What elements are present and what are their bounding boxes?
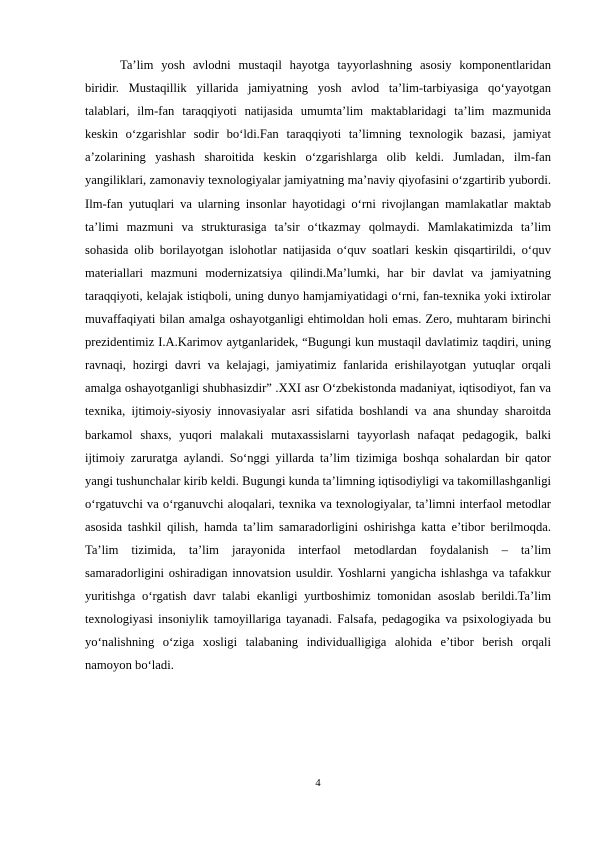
page-number: 4: [315, 778, 321, 789]
body-text: [85, 54, 551, 678]
paragraph: Ta’lim yosh avlodni mustaqil hayotga tayyorlashning asosiy komponentlaridan biridir. Mustaqillik yillarida jamiyatning yosh avlod ta’lim-tarbiyasiga qo‘yayotgan talablari, ilm-fan taraqqiyoti natijasida umumta’lim maktablaridagi ta’lim mazmunida keskin o‘zgarishlar sodir bo‘ldi.Fan taraqqiyoti ta’limning texnologik bazasi, jamiyat a’zolarining yashash sharoitida keskin o‘zgarishlarga olib keldi. Jumladan, ilm-fan yangiliklari, zamonaviy texnologiyalar jamiyatning ma’naviy qiyofasini o‘zgartirib yubordi. Ilm-fan yutuqlari va ularning insonlar hayotidagi o‘rni rivojlangan mamlakatlar maktab ta’limi mazmuni va strukturasiga ta’sir o‘tkazmay qolmaydi. Mamlakatimizda ta’lim sohasida olib borilayotgan islohotlar natijasida o‘quv soatlari keskin qisqartirildi, o‘quv materiallari mazmuni modernizatsiya qilindi.Ma’lumki, har bir davlat va jamiyatning taraqqiyoti, kelajak istiqboli, uning dunyo hamjamiyatidagi o‘rni, fan-texnika yoki ixtirolar muvaffaqiyati bilan amalga oshayotganligi ehtimoldan holi emas. Zero, muhtaram birinchi prezidentimiz I.A.Karimov aytganlaridek, “Bugungi kun mustaqil davlatimiz taqdiri, uning ravnaqi, hozirgi davri va kelajagi, jamiyatimiz fanlarida erishilayotgan yutuqlar orqali amalga oshayotganligi shubhasizdir” .XXI asr O‘zbekistonda madaniyat, iqtisodiyot, fan va texnika, ijtimoiy-siyosiy innovasiyalar asri sifatida boshlandi va ana shunday sharoitda barkamol shaxs, yuqori malakali mutaxassislarni tayyorlash nafaqat pedagogik, balki ijtimoiy zaruratga aylandi. So‘nggi yillarda ta’lim tizimiga boshqa sohalardan bir qator yangi tushunchalar kirib keldi. Bugungi kunda ta’limning iqtisodiyligi va takomillashganligi o‘rgatuvchi va o‘rganuvchi aloqalari, texnika va texnologiyalar, ta’limni interfaol metodlar asosida tashkil qilish, hamda ta’lim samaradorligini oshirishga katta e’tibor berilmoqda. Ta’lim tizimida, ta’lim jarayonida interfaol metodlardan foydalanish – ta’lim samaradorligini oshiradigan innovatsion usuldir. Yoshlarni yangicha ishlashga va tafakkur yuritishga o‘rgatish davr talabi ekanligi yurtboshimiz tomonidan asoslab berildi.Ta’lim texnologiyasi insoniylik tamoyillariga tayanadi. Falsafa, pedagogika va psixologiyada bu yo‘nalishning o‘ziga xosligi talabaning individualligiga alohida e’tibor berish orqali namoyon bo‘ladi.: [85, 58, 551, 673]
